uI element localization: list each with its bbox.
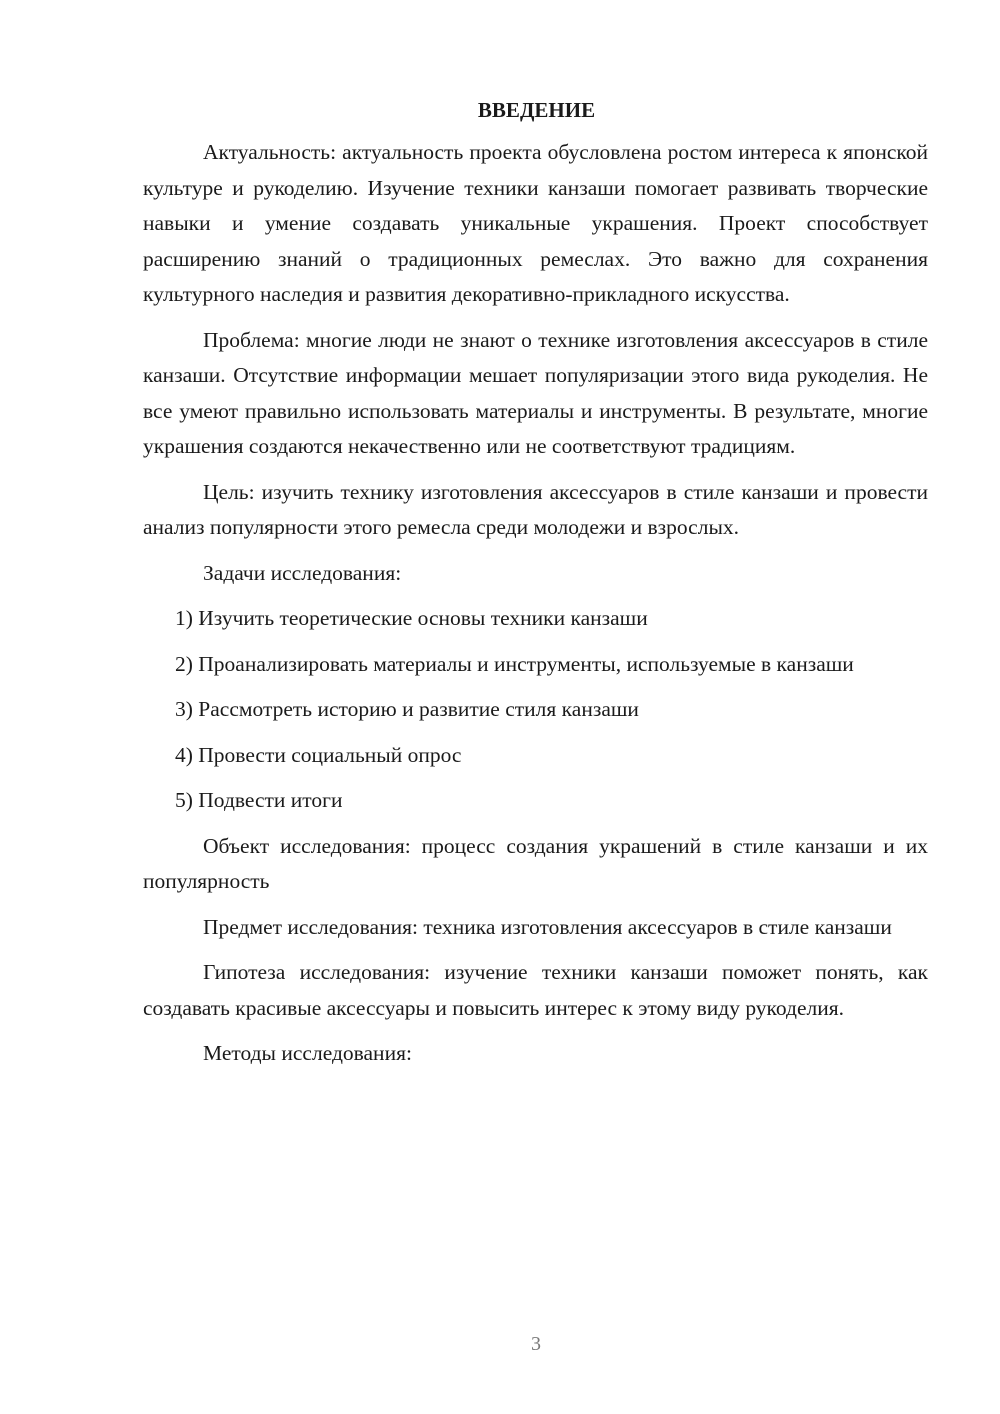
- paragraph-problem: Проблема: многие люди не знают о технике изготовления аксессуаров в стиле канзаши. Отсутствие информации мешает популяризации этого вида рукоделия. Не все умеют правильно использовать материалы и инструменты. В результате, многие украшения создаются некачественно или не соответствуют традициям.: [143, 327, 928, 458]
- tasks-heading: Задачи исследования:: [203, 560, 402, 585]
- paragraph-relevance: Актуальность: актуальность проекта обусловлена ростом интереса к японской культуре и рукоделию. Изучение техники канзаши помогает развивать творческие навыки и умение создавать уникальные украшения. Проект способствует расширению знаний о традиционных ремеслах. Это важно для сохранения культурного наследия и развития декоративно-прикладного искусства.: [143, 140, 928, 306]
- paragraph-hypothesis: Гипотеза исследования: изучение техники канзаши поможет понять, как создавать красивые аксессуары и повысить интерес к этому виду рукоделия.: [143, 960, 928, 1020]
- task-item-4: 4) Провести социальный опрос: [175, 742, 462, 767]
- task-item-5: 5) Подвести итоги: [175, 788, 343, 812]
- paragraph-object: Объект исследования: процесс создания украшений в стиле канзаши и их популярность: [143, 833, 928, 893]
- paragraph-goal: Цель: изучить технику изготовления аксессуаров в стиле канзаши и провести анализ популярности этого ремесла среди молодежи и взрослых.: [143, 479, 928, 539]
- page-number: 3: [531, 1333, 541, 1355]
- task-item-2: 2) Проанализировать материалы и инструменты, используемые в канзаши: [175, 651, 854, 676]
- task-item-1: 1) Изучить теоретические основы техники канзаши: [175, 606, 648, 630]
- page-title: ВВЕДЕНИЕ: [477, 98, 596, 122]
- document-page: [143, 95, 928, 1082]
- task-item-3: 3) Рассмотреть историю и развитие стиля канзаши: [175, 697, 639, 721]
- paragraph-subject: Предмет исследования: техника изготовления аксессуаров в стиле канзаши: [203, 914, 892, 939]
- methods-heading: Методы исследования:: [203, 1041, 412, 1065]
